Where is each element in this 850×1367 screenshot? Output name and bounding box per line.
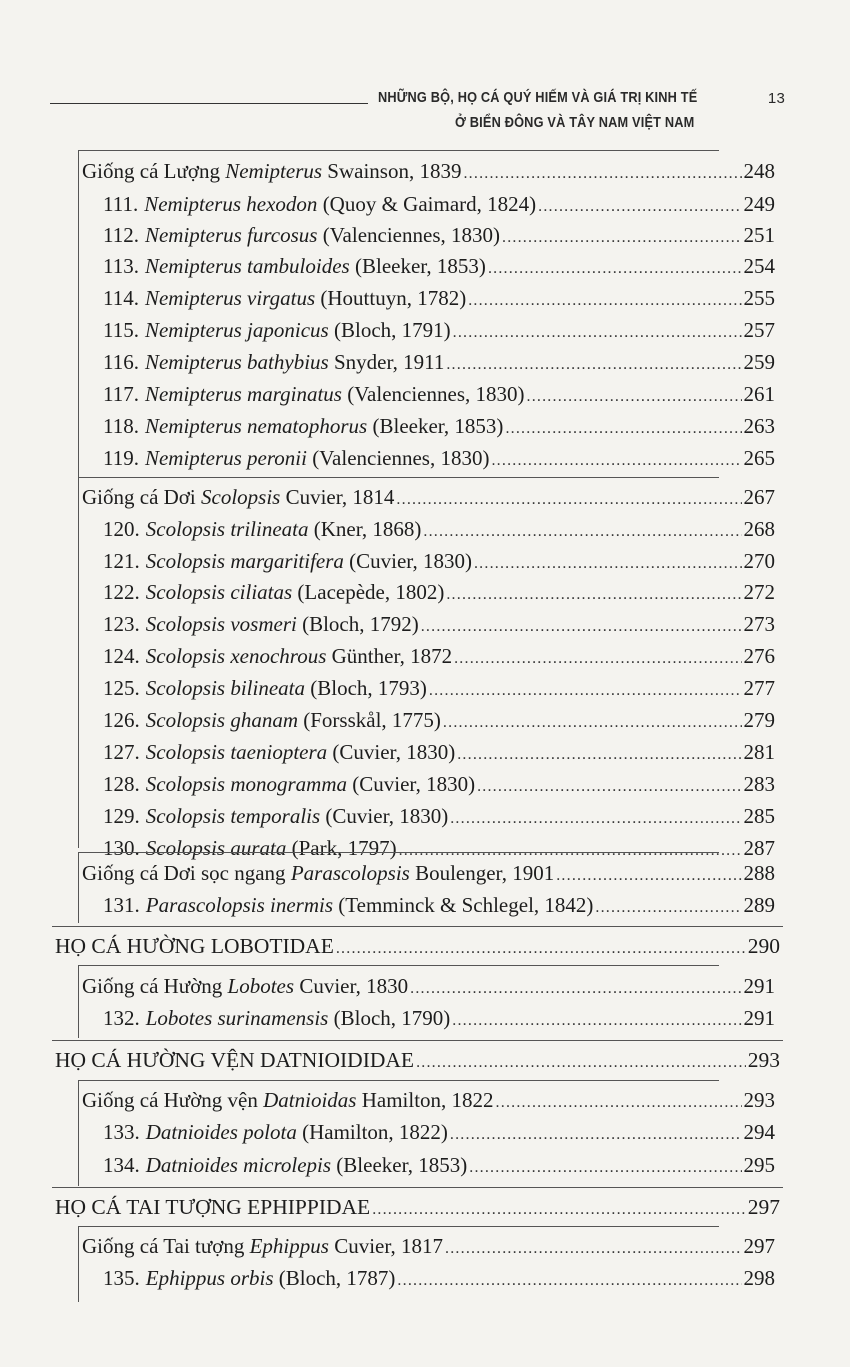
entry-prefix: Giống cá Dơi sọc ngang (82, 861, 291, 885)
entry-author: (Bloch, 1791) (328, 318, 451, 342)
entry-number: 115. (103, 318, 139, 342)
entry-number: 133. (103, 1120, 140, 1144)
entry-page-number: 285 (743, 804, 775, 828)
entry-author: (Bleeker, 1853) (331, 1153, 468, 1177)
scientific-name: Scolopsis temporalis (145, 804, 321, 828)
scientific-name: Nemipterus bathybius (144, 350, 329, 374)
entry-page-number: 281 (743, 740, 775, 764)
entry-author: Swainson, 1839 (322, 159, 462, 183)
dot-leader (416, 1047, 746, 1076)
entry-page-number: 251 (743, 223, 775, 247)
entry-page-number: 255 (743, 286, 775, 310)
entry-prefix: HỌ CÁ TAI TƯỢNG EPHIPPIDAE (55, 1195, 371, 1219)
entry-author: (Cuvier, 1830) (327, 740, 456, 764)
entry-number: 112. (103, 223, 139, 247)
scientific-name: Scolopsis xenochrous (145, 644, 327, 668)
entry-prefix: HỌ CÁ HƯỜNG LOBOTIDAE (55, 934, 334, 958)
entry-author: (Cuvier, 1830) (343, 549, 472, 573)
entry-page-number: 261 (743, 382, 775, 406)
entry-author: (Houttuyn, 1782) (315, 286, 467, 310)
entry-author: (Bleeker, 1853) (367, 414, 504, 438)
entry-author: Cuvier, 1830 (294, 974, 409, 998)
entry-author: (Forsskål, 1775) (298, 708, 441, 732)
entry-page-number: 254 (743, 254, 775, 278)
scientific-name: Parascolopsis (290, 861, 410, 885)
entry-number: 116. (103, 350, 139, 374)
entry-number: 125. (103, 676, 140, 700)
entry-prefix: Giống cá Dơi (82, 485, 201, 509)
toc-family-entry[interactable] (55, 1047, 780, 1076)
entry-author: (Lacepède, 1802) (292, 580, 445, 604)
entry-number: 129. (103, 804, 140, 828)
entry-page-number: 291 (743, 1006, 775, 1030)
entry-page-number: 294 (743, 1120, 775, 1144)
entry-number: 113. (103, 254, 139, 278)
entry-page-number: 293 (743, 1088, 775, 1112)
entry-author: Boulenger, 1901 (409, 861, 555, 885)
entry-page-number: 248 (743, 159, 775, 183)
dot-leader (372, 1194, 746, 1223)
running-header (50, 86, 785, 136)
entry-author: (Cuvier, 1830) (347, 772, 476, 796)
header-title-line2: Ở BIỂN ĐÔNG VÀ TÂY NAM VIỆT NAM (455, 115, 695, 131)
dot-leader (336, 933, 746, 962)
scientific-name: Scolopsis taenioptera (145, 740, 328, 764)
entry-page-number: 293 (747, 1048, 780, 1072)
entry-page-number: 291 (743, 974, 775, 998)
scientific-name: Nemipterus peronii (144, 446, 307, 470)
scientific-name: Nemipterus japonicus (144, 318, 329, 342)
entry-page-number: 267 (743, 485, 775, 509)
section-bracket (78, 852, 719, 923)
entry-number: 119. (103, 446, 139, 470)
entry-page-number: 268 (743, 517, 775, 541)
entry-author: (Hamilton, 1822) (296, 1120, 448, 1144)
entry-author: (Park, 1797) (286, 836, 397, 860)
scientific-name: Nemipterus (225, 159, 323, 183)
scientific-name: Scolopsis trilineata (145, 517, 309, 541)
entry-page-number: 288 (743, 861, 775, 885)
entry-page-number: 297 (743, 1234, 775, 1258)
entry-page-number: 270 (743, 549, 775, 573)
entry-number: 124. (103, 644, 140, 668)
entry-number: 120. (103, 517, 140, 541)
entry-author: Hamilton, 1822 (356, 1088, 494, 1112)
section-bracket (78, 150, 719, 493)
entry-number: 128. (103, 772, 140, 796)
entry-number: 118. (103, 414, 139, 438)
entry-page-number: 259 (743, 350, 775, 374)
scientific-name: Lobotes surinamensis (145, 1006, 329, 1030)
entry-number: 117. (103, 382, 139, 406)
scientific-name: Nemipterus tambuloides (144, 254, 350, 278)
scientific-name: Scolopsis ghanam (145, 708, 298, 732)
entry-author: (Bleeker, 1853) (349, 254, 486, 278)
scientific-name: Nemipterus marginatus (144, 382, 342, 406)
entry-author: (Valenciennes, 1830) (317, 223, 500, 247)
section-bracket (78, 477, 719, 848)
entry-page-number: 263 (743, 414, 775, 438)
scientific-name: Scolopsis ciliatas (145, 580, 293, 604)
entry-author: (Bloch, 1787) (273, 1266, 396, 1290)
entry-number: 134. (103, 1153, 140, 1177)
entry-author: (Bloch, 1793) (305, 676, 427, 700)
entry-page-number: 295 (743, 1153, 775, 1177)
entry-number: 126. (103, 708, 140, 732)
entry-page-number: 283 (743, 772, 775, 796)
header-title-line1: NHỮNG BỘ, HỌ CÁ QUÝ HIẾM VÀ GIÁ TRỊ KINH TẾ (378, 90, 698, 106)
section-bracket (78, 965, 719, 1038)
toc-family-entry[interactable] (55, 1194, 780, 1223)
entry-number: 121. (103, 549, 140, 573)
section-bracket (52, 1040, 783, 1041)
section-bracket (78, 1226, 719, 1302)
section-bracket (52, 926, 783, 927)
entry-page-number: 265 (743, 446, 775, 470)
scientific-name: Nemipterus furcosus (144, 223, 318, 247)
scientific-name: Scolopsis bilineata (145, 676, 305, 700)
scientific-name: Nemipterus nematophorus (144, 414, 368, 438)
entry-title (55, 1047, 414, 1073)
entry-page-number: 272 (743, 580, 775, 604)
entry-number: 127. (103, 740, 140, 764)
entry-page-number: 277 (743, 676, 775, 700)
entry-number: 132. (103, 1006, 140, 1030)
entry-author: Snyder, 1911 (328, 350, 445, 374)
entry-author: (Bloch, 1792) (296, 612, 419, 636)
entry-page-number: 249 (743, 192, 775, 216)
entry-number: 131. (103, 893, 140, 917)
entry-author: (Valenciennes, 1830) (306, 446, 490, 470)
entry-prefix: HỌ CÁ HƯỜNG VỆN DATNIOIDIDAE (55, 1048, 415, 1072)
entry-author: (Kner, 1868) (308, 517, 422, 541)
scientific-name: Datnioides microlepis (145, 1153, 332, 1177)
entry-author: (Quoy & Gaimard, 1824) (317, 192, 537, 216)
scientific-name: Scolopsis margaritifera (145, 549, 344, 573)
header-rule (50, 103, 368, 104)
scientific-name: Datnioidas (263, 1088, 357, 1112)
entry-page-number: 289 (743, 893, 775, 917)
entry-title (55, 1194, 370, 1220)
entry-page-number: 297 (747, 1195, 780, 1219)
entry-page-number: 273 (743, 612, 775, 636)
scientific-name: Scolopsis vosmeri (145, 612, 297, 636)
entry-number: 122. (103, 580, 140, 604)
toc-family-entry[interactable] (55, 933, 780, 962)
entry-number: 135. (103, 1266, 140, 1290)
scientific-name: Nemipterus hexodon (144, 192, 318, 216)
section-bracket (78, 1080, 719, 1186)
scientific-name: Lobotes (227, 974, 295, 998)
entry-page-number: 287 (743, 836, 775, 860)
scientific-name: Datnioides polota (145, 1120, 297, 1144)
scientific-name: Scolopsis (201, 485, 281, 509)
scientific-name: Ephippus orbis (145, 1266, 274, 1290)
entry-author: (Valenciennes, 1830) (341, 382, 525, 406)
entry-author: (Temminck & Schlegel, 1842) (333, 893, 594, 917)
entry-prefix: Giống cá Tai tượng (82, 1234, 250, 1258)
entry-prefix: Giống cá Hường (82, 974, 228, 998)
entry-title (55, 933, 334, 959)
entry-page-number: 298 (743, 1266, 775, 1290)
entry-author: Günther, 1872 (326, 644, 453, 668)
scientific-name: Scolopsis aurata (145, 836, 287, 860)
entry-page-number: 257 (743, 318, 775, 342)
entry-author: Cuvier, 1814 (280, 485, 395, 509)
entry-page-number: 290 (747, 934, 780, 958)
scientific-name: Scolopsis monogramma (145, 772, 348, 796)
scientific-name: Parascolopsis inermis (145, 893, 334, 917)
entry-author: Cuvier, 1817 (328, 1234, 444, 1258)
entry-number: 114. (103, 286, 139, 310)
entry-number: 130. (103, 836, 140, 860)
entry-prefix: Giống cá Lượng (82, 159, 226, 183)
entry-page-number: 276 (743, 644, 775, 668)
page-number: 13 (767, 90, 785, 107)
entry-number: 111. (103, 192, 139, 216)
entry-author: (Cuvier, 1830) (320, 804, 449, 828)
section-bracket (52, 1187, 783, 1188)
scientific-name: Nemipterus virgatus (144, 286, 316, 310)
entry-number: 123. (103, 612, 140, 636)
entry-page-number: 279 (743, 708, 775, 732)
scientific-name: Ephippus (249, 1234, 329, 1258)
entry-author: (Bloch, 1790) (328, 1006, 451, 1030)
entry-prefix: Giống cá Hường vện (82, 1088, 264, 1112)
